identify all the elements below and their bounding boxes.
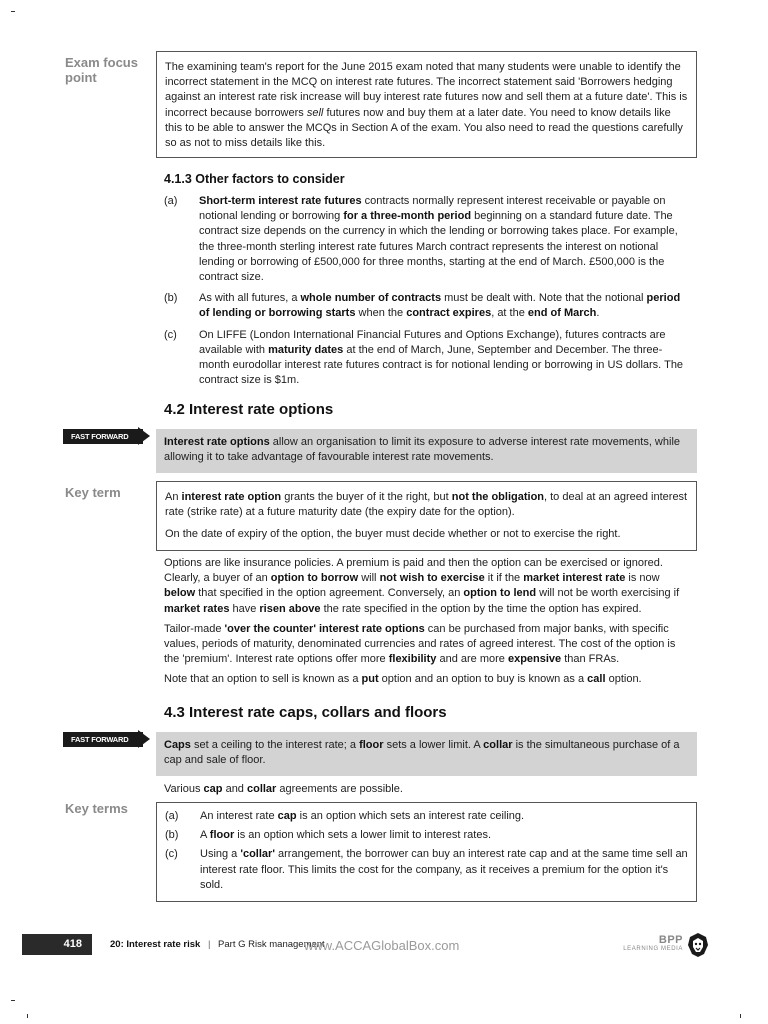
lion-head-icon xyxy=(686,932,710,958)
section-4-2-body xyxy=(164,556,688,688)
exam-focus-label xyxy=(65,55,138,85)
publisher-name: BPP xyxy=(658,934,683,946)
exam-focus-text: The examining team's report for the June 2015 exam noted that many students were unable to identify the incorrect statement in the MCQ on interest rate futures. The incorrect statement said 'Borrowers hedging against an interest rate risk increase will buy interest rate futures now and sell them at a future date'. This is incorrect because borrowers sell futures now and buy them at a later date. You need to know details like this to be able to answer the MCQs in Section A of the exam. You also need to read the questions carefully so as not to miss details like this. xyxy=(165,61,688,150)
section-4-1-3-heading: 4.1.3 Other factors to consider xyxy=(164,172,345,186)
list-item xyxy=(165,809,688,824)
list-item xyxy=(165,847,688,893)
list-item-text: Short-term interest rate futures contracts normally represent interest receivable or payable on notional lending or borrowing for a three-month period beginning on a standard future date. The contract size depends on the currency in which the lending or borrowing takes place. For example, the three-month sterling interest rate futures March contract represents the interest on notional lending or borrowing of £500,000 for three months, starting at the end of March. £500,000 is the contract size. xyxy=(199,195,678,284)
list-item-text: A floor is an option which sets a lower limit to interest rates. xyxy=(200,829,492,842)
list-item-text: Using a 'collar' arrangement, the borrower can buy an interest rate cap and at the same time sell an interest rate floor. This limits the cost for the company, as it receives a premium for the option it's sold. xyxy=(200,848,688,891)
footer-separator: | xyxy=(207,939,211,950)
list-marker: (a) xyxy=(165,810,179,822)
list-marker: (b) xyxy=(164,292,178,305)
list-item xyxy=(164,194,688,285)
fast-forward-box: Caps set a ceiling to the interest rate; a floor sets a lower limit. A collar is the simultaneous purchase of a cap and sale of floor. xyxy=(156,732,697,776)
publisher-logo-text xyxy=(617,934,683,952)
list-item-text: On LIFFE (London International Financial Futures and Options Exchange), futures contracts are available with maturity dates at the end of March, June, September and December. The three-month eurodollar interest rate futures contract is for notional lending or borrowing in US dollars. The contract size is $1m. xyxy=(199,328,684,387)
publisher-subtitle: LEARNING MEDIA xyxy=(623,946,683,952)
section-4-3-intro xyxy=(164,782,688,797)
watermark-url: www.ACCAGlobalBox.com xyxy=(304,938,460,953)
section-4-1-3-list xyxy=(164,194,688,394)
fast-forward-badge: FAST FORWARD xyxy=(63,429,143,444)
list-item-text: An interest rate cap is an option which sets an interest rate ceiling. xyxy=(200,810,525,822)
fast-forward-box: Interest rate options allow an organisation to limit its exposure to adverse interest rate movements, while allowing it to take advantage of favourable interest rate movements. xyxy=(156,429,697,473)
key-term-label: Key term xyxy=(65,485,121,500)
paragraph: Tailor-made 'over the counter' interest rate options can be purchased from major banks, with specific values, periods of maturity, denominated currencies and rates of agreed interest. The cost of the option is the 'premium'. Interest rate options offer more flexibility and are more expensive than FRAs. xyxy=(164,622,676,666)
crop-mark xyxy=(27,1014,28,1018)
footer-chapter: 20: Interest rate risk xyxy=(110,939,201,950)
paragraph: Various cap and collar agreements are possible. xyxy=(164,783,403,795)
fast-forward-badge: FAST FORWARD xyxy=(63,732,143,747)
list-item-text: As with all futures, a whole number of contracts must be dealt with. Note that the notional period of lending or borrowing starts when the contract expires, at the end of March. xyxy=(199,292,681,320)
footer-part: Part G Risk management xyxy=(218,939,325,950)
list-marker: (c) xyxy=(165,848,178,861)
exam-focus-label-line2: point xyxy=(65,70,97,85)
list-item xyxy=(164,291,688,321)
key-term-box xyxy=(156,481,697,551)
running-footer xyxy=(110,939,325,950)
list-item xyxy=(165,828,688,843)
key-terms-label: Key terms xyxy=(65,801,128,816)
key-term-definition: An interest rate option grants the buyer of it the right, but not the obligation, to deal at an agreed interest rate (strike rate) at a future maturity date (the expiry date for the option). xyxy=(165,491,688,519)
crop-mark xyxy=(11,1000,15,1001)
crop-mark xyxy=(11,11,15,12)
section-4-2-heading: 4.2 Interest rate options xyxy=(164,401,334,418)
list-marker: (b) xyxy=(165,829,179,842)
list-marker: (c) xyxy=(164,328,177,341)
key-term-note: On the date of expiry of the option, the buyer must decide whether or not to exercise the right. xyxy=(165,528,621,541)
paragraph: Options are like insurance policies. A premium is paid and then the option can be exercised or ignored. Clearly, a buyer of an option to borrow will not wish to exercise it if the market interest rate is now below that specified in the option agreement. Conversely, an option to lend will not be worth exercising if market rates have risen above the rate specified in the option by the time the option has expired. xyxy=(164,557,680,615)
list-marker: (a) xyxy=(164,195,178,207)
list-item xyxy=(164,328,688,389)
page-number: 418 xyxy=(22,934,92,955)
key-terms-box xyxy=(156,802,697,902)
section-4-3-heading: 4.3 Interest rate caps, collars and floors xyxy=(164,704,447,721)
crop-mark xyxy=(740,1014,741,1018)
fast-forward-chevron-icon xyxy=(138,427,150,445)
exam-focus-label-line1: Exam focus xyxy=(65,55,138,70)
exam-focus-box xyxy=(156,51,697,158)
paragraph: Note that an option to sell is known as a put option and an option to buy is known as a call option. xyxy=(164,673,642,686)
fast-forward-chevron-icon xyxy=(138,730,150,748)
